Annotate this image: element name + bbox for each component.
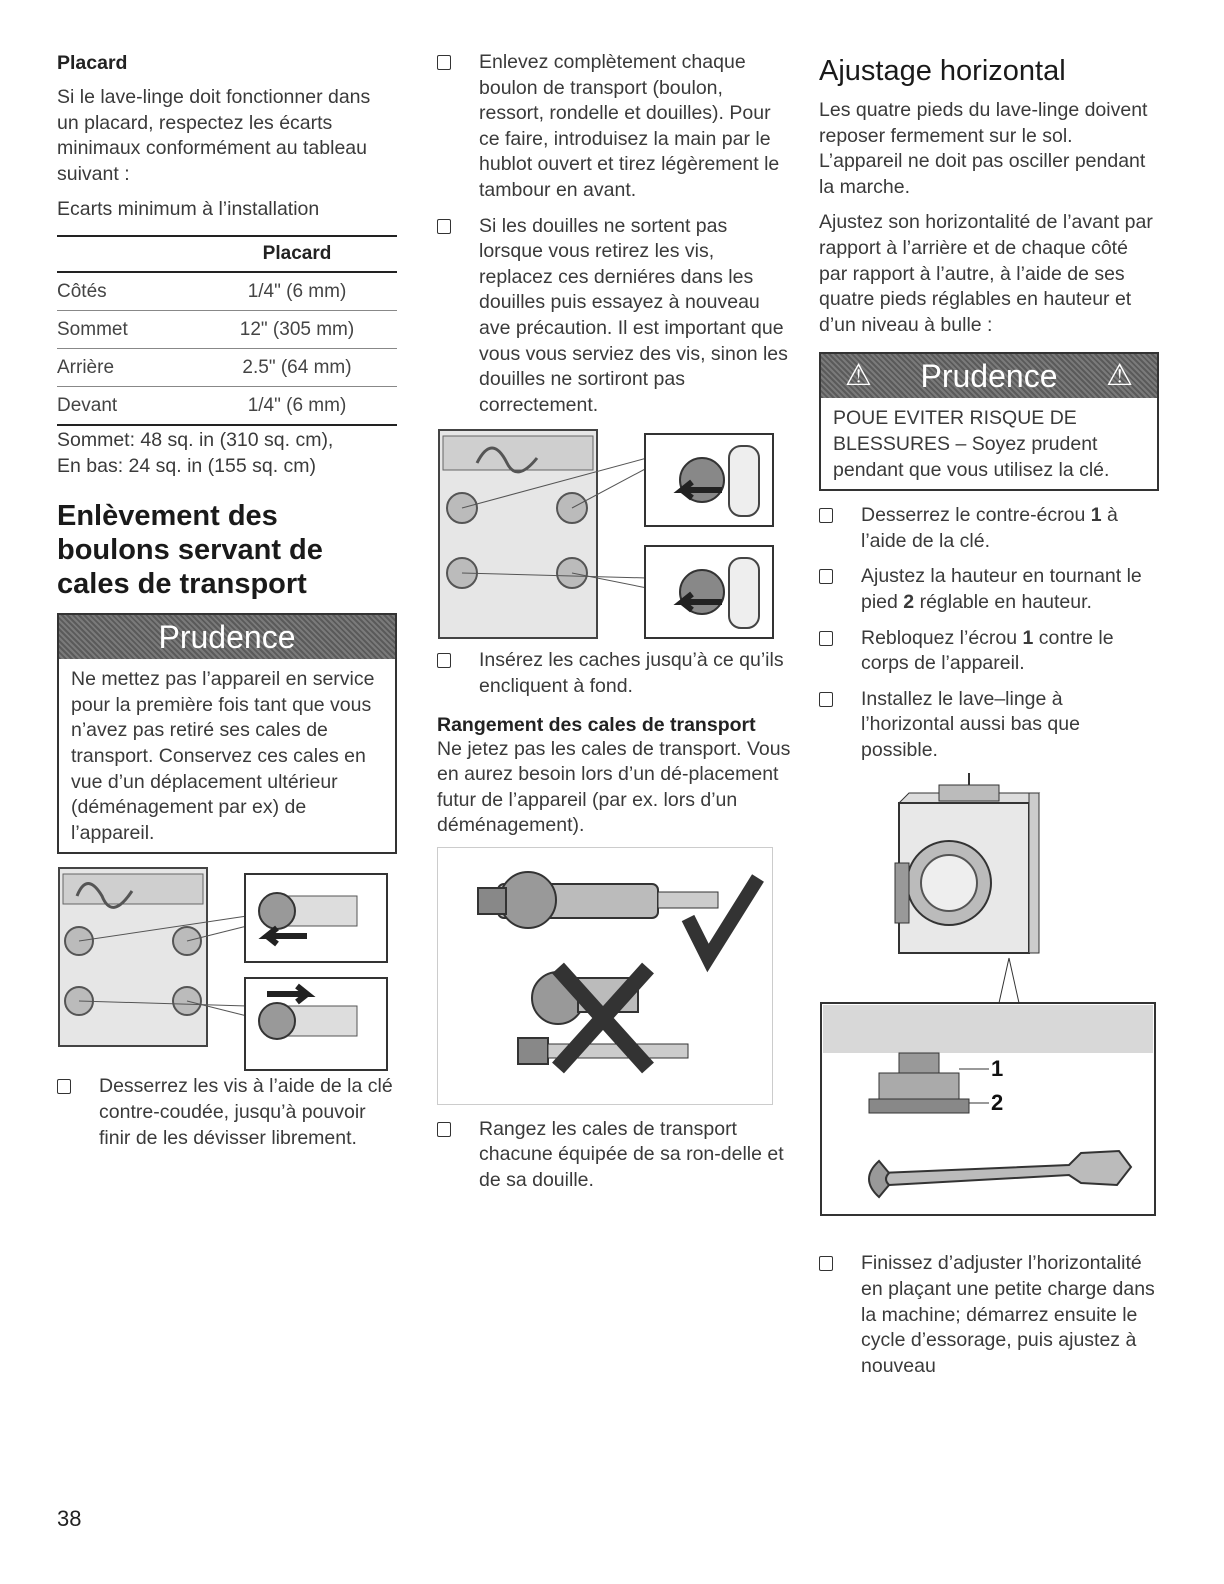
step-text: réglable en hauteur. [914, 590, 1092, 613]
fig-label-2: 2 [991, 1090, 1004, 1116]
checkbox-icon [437, 219, 451, 234]
step-finish-leveling [819, 1251, 1159, 1379]
figure-leveling [819, 773, 1159, 1243]
step-text: Si les douilles ne sortent pas lorsque vous retirez les vis, replacez ces derniéres dans les douilles puis essayez à nouveau ave précaution. Il est important que vous vous serviez des vis, sinon les douilles ne sortiront pas correctement. [479, 214, 788, 416]
step-adjust-height [819, 564, 1159, 615]
vent-line-2: En bas: 24 sq. in (155 sq. cm) [57, 454, 317, 477]
table-caption: Ecarts minimum à l’installation [57, 198, 320, 221]
step-text: Desserrez les vis à l’aide de la clé contre-coudée, jusqu’à pouvoir finir de les dévisser librement. [99, 1075, 393, 1149]
warning-title: Prudence [920, 358, 1058, 395]
step-text: Insérez les caches jusqu’à ce qu’ils encliquent à fond. [479, 649, 784, 697]
warning-banner: Prudence [59, 615, 395, 659]
row-label: Devant [57, 386, 197, 425]
row-value: 1/4" (6 mm) [197, 272, 397, 311]
step-sleeves [437, 214, 792, 419]
step-loosen-nut [819, 503, 1159, 554]
step-text: Desserrez le contre-écrou [861, 504, 1091, 527]
step-text: à l’aide de la clé. [861, 504, 1118, 552]
row-value: 12" (305 mm) [197, 310, 397, 348]
step-number: 1 [1022, 626, 1034, 649]
warning-text: Ne mettez pas l’appareil en service pour la première fois tant que vous n’avez pas retiré ses cales de transport. Conservez ces cales en vue d’un déplacement ultérieur (déménagement par ex) de l’appareil. [71, 668, 375, 844]
table-row [57, 386, 397, 425]
step-text: Rangez les cales de transport chacune équipée de sa ron-delle et de sa douille. [479, 1117, 784, 1192]
step-text: Rebloquez l’écrou [861, 626, 1023, 649]
row-label: Arrière [57, 348, 197, 386]
bolt-storage-illustration [438, 848, 772, 1104]
para-feet: Les quatre pieds du lave-linge doivent reposer fermement sur le sol. L’appareil ne doit pas osciller pendant la marche. [819, 99, 1148, 198]
checkbox-icon [819, 631, 833, 646]
figure-insert-caps [437, 428, 777, 644]
checkbox-icon [819, 1256, 833, 1271]
step-insert-caps [437, 648, 792, 699]
step-text: Ajustez la hauteur en tournant le pied [861, 565, 1142, 613]
washer-back-illustration [57, 866, 389, 1072]
step-loosen-screws [57, 1074, 397, 1151]
warning-triangle-icon: ⚠ [845, 359, 872, 393]
vent-line-1: Sommet: 48 sq. in (310 sq. cm), [57, 428, 334, 451]
page-number: 38 [57, 1506, 82, 1531]
step-number: 1 [1090, 504, 1102, 527]
caps-illustration [437, 428, 777, 644]
section-title: Enlèvement des boulons servant de cales de transport [57, 500, 323, 601]
checkbox-icon [57, 1079, 71, 1094]
fig-label-1: 1 [991, 1056, 1004, 1082]
warning-text: POUE EVITER RISQUE DE BLESSURES – Soyez prudent pendant que vous utilisez la clé. [833, 407, 1110, 481]
column-left [57, 50, 397, 1161]
step-number: 2 [903, 590, 915, 613]
row-value: 1/4" (6 mm) [197, 386, 397, 425]
column-right [819, 50, 1159, 1389]
row-label: Côtés [57, 272, 197, 311]
leveling-illustration [819, 773, 1159, 1243]
checkbox-icon [819, 508, 833, 523]
table-row [57, 272, 397, 311]
row-value: 2.5" (64 mm) [197, 348, 397, 386]
figure-transport-bolts [57, 866, 389, 1072]
row-label: Sommet [57, 310, 197, 348]
checkbox-icon [437, 1122, 451, 1137]
para-adjust: Ajustez son horizontalité de l’avant par rapport à l’arrière et de chaque côté par rapport à l’autre, à l’aide de ses quatre pieds réglables en hauteur et d’un niveau à bulle : [819, 211, 1153, 336]
step-install-low [819, 687, 1159, 764]
step-relock-nut [819, 626, 1159, 677]
checkbox-icon [819, 569, 833, 584]
figure-storage [437, 847, 773, 1105]
step-text: contre le corps de l’appareil. [861, 626, 1114, 675]
table-row [57, 348, 397, 386]
clearance-table [57, 235, 397, 426]
checkbox-icon [437, 653, 451, 668]
step-remove-bolts [437, 50, 792, 204]
step-text: Installez le lave–linge à l’horizontal aussi bas que possible. [861, 687, 1080, 761]
placard-text: Si le lave-linge doit fonctionner dans un placard, respectez les écarts minimaux conformément au tableau suivant : [57, 86, 371, 185]
warning-box-key [819, 352, 1159, 491]
warning-banner [821, 354, 1157, 398]
placard-heading: Placard [57, 52, 128, 74]
step-store-bolts [437, 1117, 792, 1194]
checkbox-icon [819, 692, 833, 707]
warning-triangle-icon: ⚠ [1106, 359, 1133, 393]
table-header: Placard [197, 236, 397, 272]
table-row [57, 310, 397, 348]
storage-text: Ne jetez pas les cales de transport. Vous en aurez besoin lors d’un dé-placement futur de l’appareil (par ex. lors d’un déménagement). [437, 737, 791, 837]
checkbox-icon [437, 55, 451, 70]
column-middle [437, 50, 792, 1204]
step-text: Finissez d’adjuster l’horizontalité en plaçant une petite charge dans la machine; démarrez ensuite le cycle d’essorage, puis ajustez à nouveau [861, 1252, 1155, 1377]
warning-box [57, 613, 397, 854]
storage-heading: Rangement des cales de transport [437, 713, 756, 736]
section-title-horizontal: Ajustage horizontal [819, 55, 1066, 87]
step-text: Enlevez complètement chaque boulon de transport (boulon, ressort, rondelle et douilles). Pour ce faire, introduisez la main par le hublot ouvert et tirez légèrement le tambour en avant. [479, 51, 780, 201]
